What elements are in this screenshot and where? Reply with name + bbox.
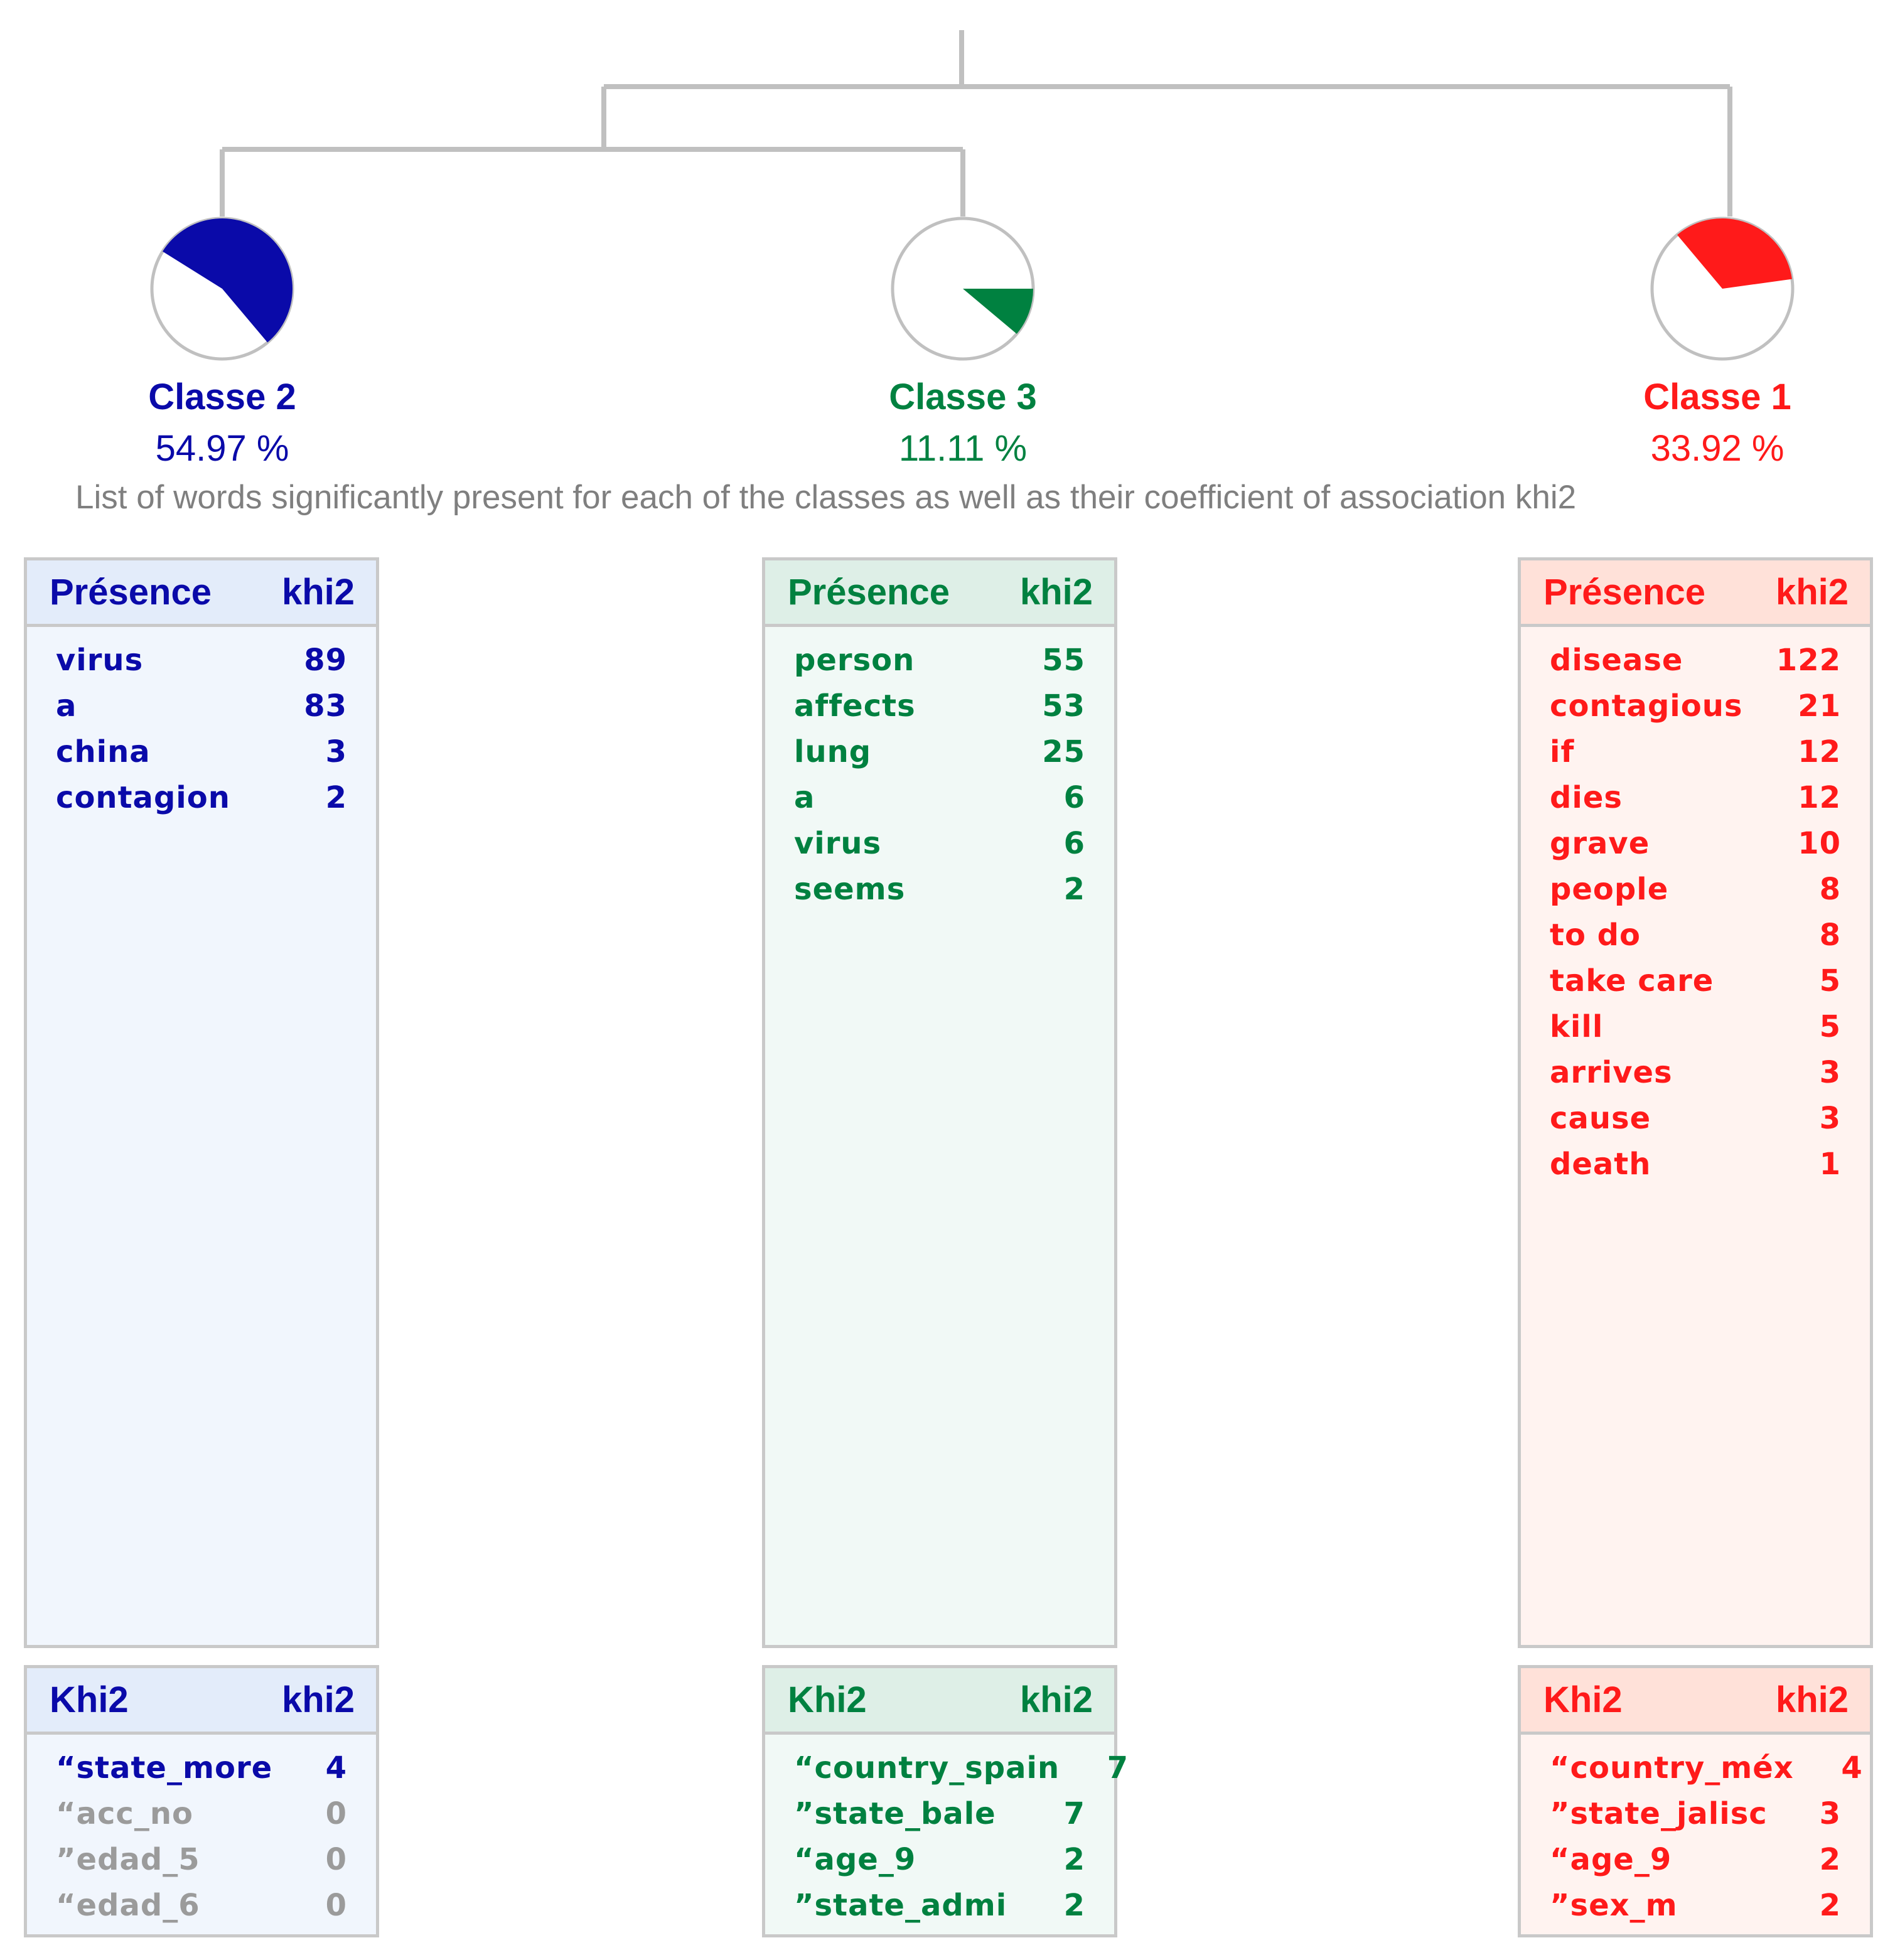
khi2-value: 8 bbox=[1819, 871, 1841, 907]
word-row bbox=[794, 774, 1085, 820]
word-row bbox=[1550, 866, 1841, 912]
word-row bbox=[1550, 637, 1841, 683]
presence-panel-classe-2 bbox=[24, 557, 379, 1648]
word-row bbox=[1550, 774, 1841, 820]
khi2-value: 55 bbox=[1042, 642, 1085, 678]
class-name: Classe 2 bbox=[148, 377, 296, 417]
header-khi2: khi2 bbox=[1019, 572, 1093, 613]
word-row bbox=[1550, 1836, 1841, 1882]
dendrogram-sub-branch bbox=[222, 149, 963, 217]
word: death bbox=[1550, 1146, 1651, 1182]
class-heading-classe-1 bbox=[1560, 375, 1874, 471]
khi2-header bbox=[1521, 1668, 1870, 1735]
khi2-value: 12 bbox=[1798, 779, 1841, 815]
word: “country_spain bbox=[794, 1750, 1060, 1786]
khi2-value: 2 bbox=[1063, 1841, 1085, 1877]
word: ”sex_m bbox=[1550, 1887, 1678, 1923]
khi2-value: 7 bbox=[1063, 1796, 1085, 1831]
khi2-value: 3 bbox=[1819, 1054, 1841, 1090]
word: seems bbox=[794, 871, 906, 907]
khi2-header bbox=[765, 1668, 1114, 1735]
khi2-list bbox=[765, 1735, 1129, 1928]
word: dies bbox=[1550, 779, 1623, 815]
header-khi2: khi2 bbox=[281, 572, 355, 613]
khi2-value: 0 bbox=[325, 1796, 347, 1831]
word: a bbox=[56, 688, 77, 724]
word-row bbox=[794, 1882, 1085, 1928]
khi2-value: 5 bbox=[1819, 963, 1841, 999]
word-row bbox=[1550, 1141, 1841, 1187]
header-khi2: khi2 bbox=[281, 1679, 355, 1720]
khi2-value: 89 bbox=[304, 642, 347, 678]
presence-header bbox=[27, 560, 376, 627]
word-row bbox=[56, 1745, 347, 1791]
word: “state_more bbox=[56, 1750, 273, 1786]
khi2-value: 3 bbox=[325, 734, 347, 769]
presence-panel-classe-3 bbox=[762, 557, 1117, 1648]
word-row bbox=[794, 637, 1085, 683]
class-percent: 11.11 % bbox=[898, 428, 1028, 469]
word-row bbox=[794, 866, 1085, 912]
word: virus bbox=[794, 825, 882, 861]
khi2-value: 4 bbox=[1841, 1750, 1863, 1786]
word: contagious bbox=[1550, 688, 1743, 724]
khi2-value: 21 bbox=[1798, 688, 1841, 724]
word: “age_9 bbox=[794, 1841, 916, 1877]
word: lung bbox=[794, 734, 872, 769]
khi2-value: 6 bbox=[1063, 779, 1085, 815]
khi2-value: 10 bbox=[1798, 825, 1841, 861]
word-row bbox=[794, 1745, 1129, 1791]
pie-classe-3 bbox=[893, 218, 1033, 359]
header-label: Khi2 bbox=[1543, 1679, 1623, 1720]
word: ”state_bale bbox=[794, 1796, 996, 1831]
header-khi2: khi2 bbox=[1775, 572, 1849, 613]
class-heading-classe-3 bbox=[806, 375, 1120, 471]
header-khi2: khi2 bbox=[1019, 1679, 1093, 1720]
khi2-list bbox=[1521, 1735, 1870, 1928]
word-row bbox=[1550, 683, 1841, 729]
word-row bbox=[1550, 1882, 1841, 1928]
word: disease bbox=[1550, 642, 1683, 678]
khi2-value: 0 bbox=[325, 1841, 347, 1877]
presence-header bbox=[1521, 560, 1870, 627]
pie-classe-1 bbox=[1652, 218, 1793, 359]
presence-panel-classe-1 bbox=[1518, 557, 1873, 1648]
presence-list bbox=[27, 627, 376, 820]
word: china bbox=[56, 734, 151, 769]
header-label: Présence bbox=[50, 572, 212, 613]
pie-classe-2 bbox=[152, 218, 293, 359]
khi2-value: 122 bbox=[1776, 642, 1841, 678]
word-row bbox=[1550, 1095, 1841, 1141]
word: ”state_jalisc bbox=[1550, 1796, 1768, 1831]
word-row bbox=[1550, 729, 1841, 774]
khi2-value: 5 bbox=[1819, 1009, 1841, 1044]
presence-list bbox=[1521, 627, 1870, 1187]
word-row bbox=[1550, 1049, 1841, 1095]
khi2-panel-classe-1 bbox=[1518, 1665, 1873, 1937]
word-row bbox=[1550, 1791, 1841, 1836]
word-row bbox=[56, 774, 347, 820]
word: contagion bbox=[56, 779, 230, 815]
dendrogram bbox=[0, 0, 1900, 389]
khi2-value: 0 bbox=[325, 1887, 347, 1923]
word-row bbox=[1550, 1004, 1841, 1049]
word-row bbox=[1550, 1745, 1863, 1791]
khi2-value: 83 bbox=[304, 688, 347, 724]
word: if bbox=[1550, 734, 1575, 769]
khi2-value: 7 bbox=[1107, 1750, 1129, 1786]
word-row bbox=[1550, 958, 1841, 1004]
khi2-value: 53 bbox=[1042, 688, 1085, 724]
word: take care bbox=[1550, 963, 1714, 999]
header-label: Khi2 bbox=[50, 1679, 129, 1720]
khi2-value: 2 bbox=[1063, 871, 1085, 907]
word: “acc_no bbox=[56, 1796, 193, 1831]
class-name: Classe 3 bbox=[889, 377, 1037, 417]
khi2-panel-classe-2 bbox=[24, 1665, 379, 1937]
presence-header bbox=[765, 560, 1114, 627]
dendrogram-root-branch bbox=[604, 30, 1730, 217]
header-label: Khi2 bbox=[788, 1679, 867, 1720]
word-row bbox=[794, 1791, 1085, 1836]
word: “country_méx bbox=[1550, 1750, 1794, 1786]
class-heading-classe-2 bbox=[65, 375, 379, 471]
khi2-panel-classe-3 bbox=[762, 1665, 1129, 1937]
khi2-value: 2 bbox=[1063, 1887, 1085, 1923]
class-percent: 54.97 % bbox=[155, 428, 289, 469]
khi2-value: 8 bbox=[1819, 917, 1841, 953]
word: virus bbox=[56, 642, 144, 678]
word-row bbox=[56, 683, 347, 729]
word-row bbox=[794, 729, 1085, 774]
word-row bbox=[794, 1836, 1085, 1882]
khi2-value: 3 bbox=[1819, 1796, 1841, 1831]
khi2-value: 2 bbox=[325, 779, 347, 815]
class-percent: 33.92 % bbox=[1650, 428, 1785, 469]
khi2-value: 2 bbox=[1819, 1841, 1841, 1877]
word: affects bbox=[794, 688, 916, 724]
word-row bbox=[56, 1791, 347, 1836]
word: grave bbox=[1550, 825, 1650, 861]
class-name: Classe 1 bbox=[1643, 377, 1791, 417]
khi2-value: 2 bbox=[1819, 1887, 1841, 1923]
word-row bbox=[794, 820, 1085, 866]
khi2-value: 3 bbox=[1819, 1100, 1841, 1136]
word: cause bbox=[1550, 1100, 1651, 1136]
word-row bbox=[56, 637, 347, 683]
khi2-value: 12 bbox=[1798, 734, 1841, 769]
word-row bbox=[1550, 912, 1841, 958]
khi2-value: 1 bbox=[1819, 1146, 1841, 1182]
caption: List of words significantly present for each of the classes as well as their coefficient of association khi2 bbox=[75, 479, 1577, 516]
word: a bbox=[794, 779, 815, 815]
word-row bbox=[56, 1882, 347, 1928]
word-row bbox=[56, 1836, 347, 1882]
word: “age_9 bbox=[1550, 1841, 1672, 1877]
word: people bbox=[1550, 871, 1669, 907]
word-row bbox=[1550, 820, 1841, 866]
word: “edad_6 bbox=[56, 1887, 200, 1923]
khi2-value: 25 bbox=[1042, 734, 1085, 769]
header-label: Présence bbox=[1543, 572, 1705, 613]
khi2-list bbox=[27, 1735, 376, 1928]
word: person bbox=[794, 642, 915, 678]
word-row bbox=[794, 683, 1085, 729]
presence-list bbox=[765, 627, 1114, 912]
word: ”edad_5 bbox=[56, 1841, 200, 1877]
word: kill bbox=[1550, 1009, 1604, 1044]
header-khi2: khi2 bbox=[1775, 1679, 1849, 1720]
word-row bbox=[56, 729, 347, 774]
khi2-value: 6 bbox=[1063, 825, 1085, 861]
word: to do bbox=[1550, 917, 1641, 953]
word: arrives bbox=[1550, 1054, 1673, 1090]
word: ”state_admi bbox=[794, 1887, 1007, 1923]
header-label: Présence bbox=[788, 572, 950, 613]
khi2-header bbox=[27, 1668, 376, 1735]
khi2-value: 4 bbox=[325, 1750, 347, 1786]
